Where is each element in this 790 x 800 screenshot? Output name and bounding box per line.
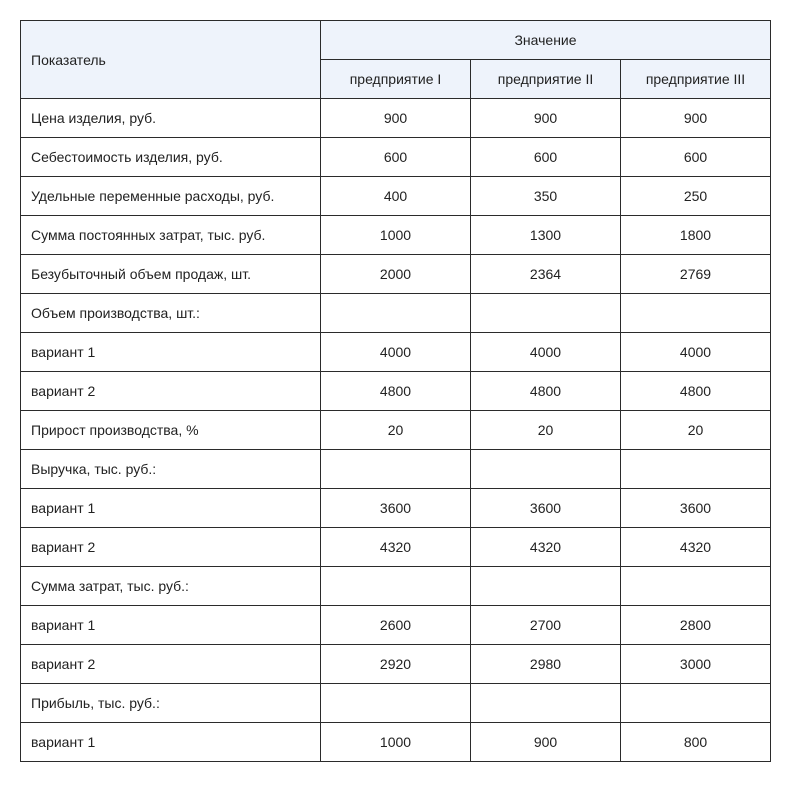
header-enterprise-3: предприятие III [621,60,771,99]
value-cell-enterprise-1: 2600 [321,606,471,645]
value-cell-enterprise-2: 900 [471,723,621,762]
table-row [21,684,771,723]
header-enterprise-1: предприятие I [321,60,471,99]
value-cell-enterprise-1: 2920 [321,645,471,684]
value-cell-enterprise-3: 3000 [621,645,771,684]
value-cell-enterprise-3 [621,567,771,606]
row-label: вариант 2 [21,645,321,684]
value-cell-enterprise-1: 1000 [321,723,471,762]
value-cell-enterprise-2 [471,684,621,723]
value-cell-enterprise-3: 20 [621,411,771,450]
value-cell-enterprise-2: 350 [471,177,621,216]
table-row [21,138,771,177]
value-cell-enterprise-2 [471,450,621,489]
value-cell-enterprise-1: 4320 [321,528,471,567]
row-label: вариант 2 [21,372,321,411]
table-row [21,489,771,528]
table-row [21,333,771,372]
table-header [21,21,771,99]
value-cell-enterprise-2: 4800 [471,372,621,411]
value-cell-enterprise-1: 4800 [321,372,471,411]
row-label: Цена изделия, руб. [21,99,321,138]
value-cell-enterprise-3 [621,684,771,723]
row-label: вариант 1 [21,606,321,645]
value-cell-enterprise-1: 4000 [321,333,471,372]
value-cell-enterprise-3 [621,294,771,333]
header-enterprise-2: предприятие II [471,60,621,99]
value-cell-enterprise-3: 1800 [621,216,771,255]
table-row [21,528,771,567]
value-cell-enterprise-2: 600 [471,138,621,177]
row-label: Выручка, тыс. руб.: [21,450,321,489]
row-label: Себестоимость изделия, руб. [21,138,321,177]
header-value-group: Значение [321,21,771,60]
value-cell-enterprise-1 [321,294,471,333]
row-label: вариант 2 [21,528,321,567]
value-cell-enterprise-1: 20 [321,411,471,450]
value-cell-enterprise-2: 3600 [471,489,621,528]
table-row [21,567,771,606]
value-cell-enterprise-1: 1000 [321,216,471,255]
value-cell-enterprise-3: 900 [621,99,771,138]
table-row [21,645,771,684]
table-row [21,606,771,645]
value-cell-enterprise-2: 2980 [471,645,621,684]
row-label: Удельные переменные расходы, руб. [21,177,321,216]
value-cell-enterprise-2 [471,294,621,333]
table-row [21,723,771,762]
value-cell-enterprise-3: 2769 [621,255,771,294]
table-row [21,450,771,489]
header-row-top [21,21,771,60]
value-cell-enterprise-1 [321,567,471,606]
row-label: Безубыточный объем продаж, шт. [21,255,321,294]
row-label: Сумма затрат, тыс. руб.: [21,567,321,606]
value-cell-enterprise-2 [471,567,621,606]
row-label: вариант 1 [21,333,321,372]
table-row [21,372,771,411]
value-cell-enterprise-2: 1300 [471,216,621,255]
value-cell-enterprise-3: 800 [621,723,771,762]
header-indicator: Показатель [21,21,321,99]
value-cell-enterprise-3: 250 [621,177,771,216]
table-row [21,255,771,294]
value-cell-enterprise-1 [321,684,471,723]
table-row [21,177,771,216]
value-cell-enterprise-3: 600 [621,138,771,177]
value-cell-enterprise-2: 900 [471,99,621,138]
row-label: Сумма постоянных затрат, тыс. руб. [21,216,321,255]
value-cell-enterprise-1 [321,450,471,489]
table-body [21,99,771,762]
row-label: вариант 1 [21,489,321,528]
value-cell-enterprise-3: 2800 [621,606,771,645]
value-cell-enterprise-3: 3600 [621,489,771,528]
value-cell-enterprise-2: 20 [471,411,621,450]
value-cell-enterprise-1: 3600 [321,489,471,528]
row-label: Прирост производства, % [21,411,321,450]
row-label: Объем производства, шт.: [21,294,321,333]
value-cell-enterprise-2: 4000 [471,333,621,372]
value-cell-enterprise-2: 4320 [471,528,621,567]
table-row [21,411,771,450]
value-cell-enterprise-2: 2700 [471,606,621,645]
table-row [21,294,771,333]
row-label: вариант 1 [21,723,321,762]
value-cell-enterprise-1: 600 [321,138,471,177]
value-cell-enterprise-1: 2000 [321,255,471,294]
table-row [21,99,771,138]
value-cell-enterprise-3: 4320 [621,528,771,567]
value-cell-enterprise-3: 4000 [621,333,771,372]
value-cell-enterprise-1: 400 [321,177,471,216]
value-cell-enterprise-3: 4800 [621,372,771,411]
value-cell-enterprise-2: 2364 [471,255,621,294]
value-cell-enterprise-3 [621,450,771,489]
indicators-table [20,20,771,762]
value-cell-enterprise-1: 900 [321,99,471,138]
row-label: Прибыль, тыс. руб.: [21,684,321,723]
table-row [21,216,771,255]
